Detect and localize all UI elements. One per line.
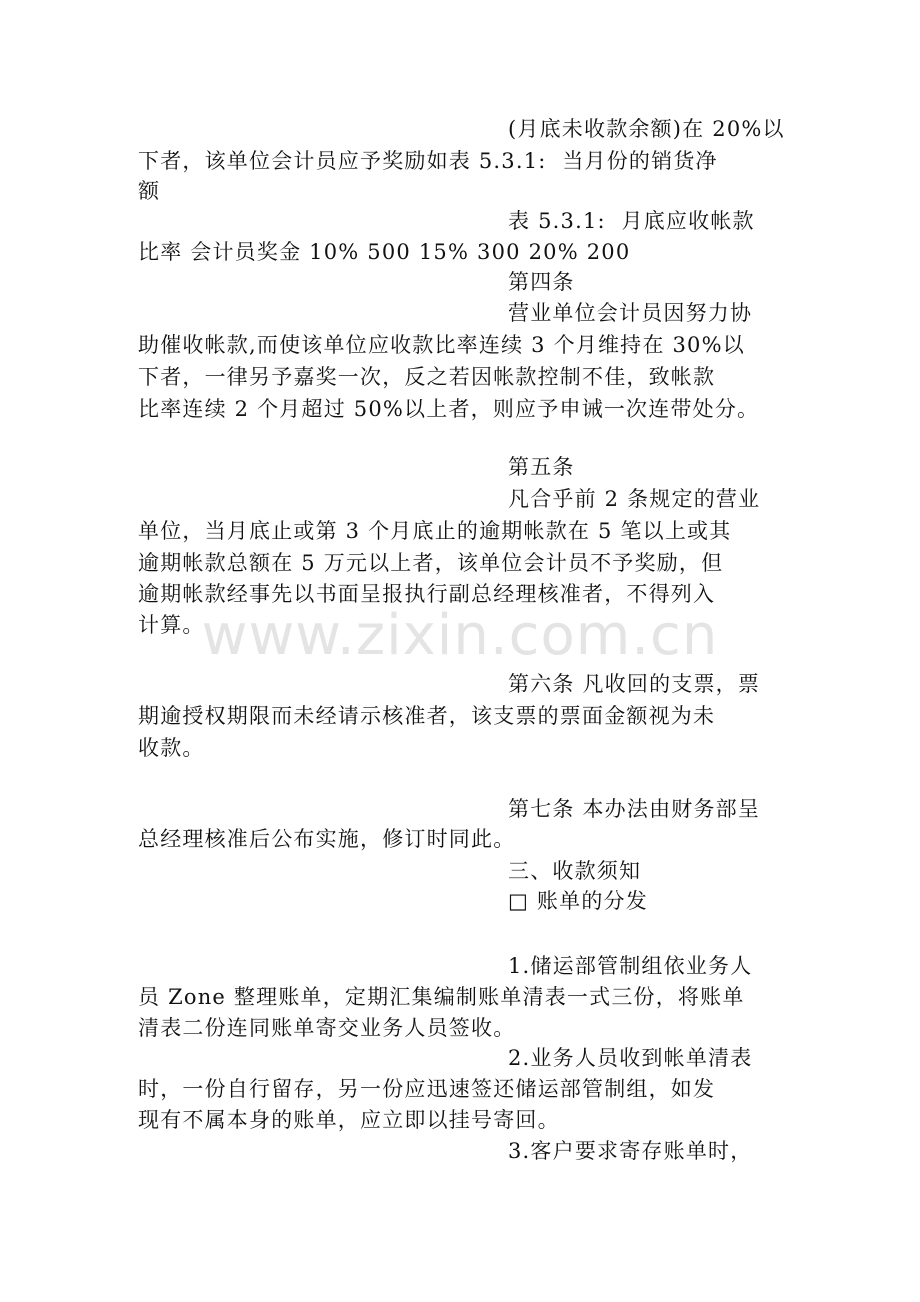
text-line: 比率 会计员奖金 10% 500 15% 300 20% 200 — [138, 240, 631, 264]
text-line: 时，一份自行留存，另一份应迅速签还储运部管制组，如发 — [138, 1077, 716, 1101]
text-line: 逾期帐款总额在 5 万元以上者，该单位会计员不予奖励，但 — [138, 551, 724, 575]
text-line: 逾期帐款经事先以书面呈报执行副总经理核准者，不得列入 — [138, 582, 716, 606]
text-line: 下者，该单位会计员应予奖励如表 5.3.1: 当月份的销货净 — [138, 149, 718, 173]
text-line: 现有不属本身的账单，应立即以挂号寄回。 — [138, 1108, 560, 1132]
watermark: www.zixin.com.cn — [201, 603, 719, 668]
text-line: 清表二份连同账单寄交业务人员签收。 — [138, 1016, 516, 1040]
article-heading: 第七条 本办法由财务部呈 — [508, 797, 761, 821]
text-line: 期逾授权期限而未经请示核准者，该支票的票面金额视为未 — [138, 704, 716, 728]
article-heading: 第四条 — [508, 270, 575, 294]
text-line: 员 Zone 整理账单，定期汇集编制账单清表一式三份，将账单 — [138, 985, 745, 1009]
article-heading: 第六条 凡收回的支票，票 — [508, 672, 761, 696]
text-line: 比率连续 2 个月超过 50%以上者，则应予申诫一次连带处分。 — [138, 397, 760, 421]
list-item: 3.客户要求寄存账单时， — [508, 1139, 753, 1163]
table-caption: 表 5.3.1: 月底应收帐款 — [508, 209, 755, 233]
list-item: 1.储运部管制组依业务人 — [508, 954, 753, 978]
text-line: 助催收帐款,而使该单位应收款比率连续 3 个月维持在 30%以 — [138, 333, 745, 357]
text-line: (月底未收款余额)在 20%以 — [508, 117, 785, 141]
text-line: 总经理核准后公布实施，修订时同此。 — [138, 827, 516, 851]
text-line: 单位，当月底止或第 3 个月底止的逾期帐款在 5 笔以上或其 — [138, 519, 732, 543]
subsection-heading: □ 账单的分发 — [508, 889, 648, 913]
text-line: 营业单位会计员因努力协 — [508, 301, 753, 325]
text-line: 计算。 — [138, 613, 205, 637]
text-line: 下者，一律另予嘉奖一次，反之若因帐款控制不佳，致帐款 — [138, 365, 716, 389]
text-line: 收款。 — [138, 736, 205, 760]
text-line: 凡合乎前 2 条规定的营业 — [508, 487, 761, 511]
text-line: 额 — [138, 179, 161, 203]
article-heading: 第五条 — [508, 455, 575, 479]
list-item: 2.业务人员收到帐单清表 — [508, 1046, 753, 1070]
section-heading: 三、收款须知 — [508, 859, 642, 883]
